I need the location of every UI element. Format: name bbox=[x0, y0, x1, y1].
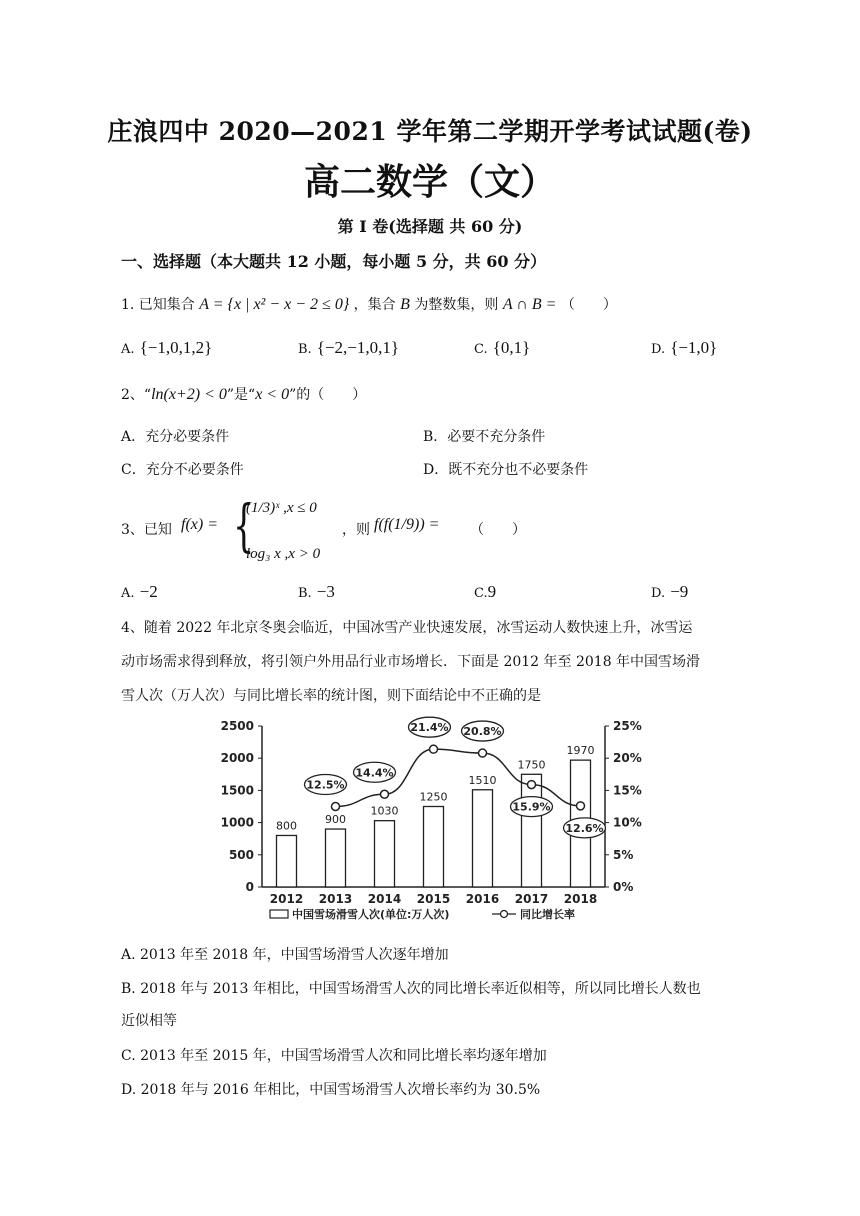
bar bbox=[375, 821, 395, 887]
y2-tick-label: 25% bbox=[613, 719, 642, 733]
option-label: B. bbox=[298, 342, 312, 357]
q4-option-b bbox=[121, 978, 701, 998]
legend-line-label: 同比增长率 bbox=[520, 908, 575, 921]
option-value: {−1,0,1,2} bbox=[139, 338, 213, 357]
q2-cond2: x < 0 bbox=[255, 386, 290, 403]
q1-paren: （ ） bbox=[560, 297, 617, 313]
subject-title: 高二数学（文） bbox=[303, 162, 556, 203]
bar bbox=[326, 829, 346, 887]
option-label: C. bbox=[121, 1048, 136, 1064]
x-tick-label: 2012 bbox=[269, 892, 304, 906]
q1-prefix: 1. 已知集合 bbox=[121, 297, 195, 313]
q2-suffix: ”的（ ） bbox=[289, 387, 367, 403]
q1-option-c bbox=[474, 338, 530, 358]
option-label: D. bbox=[121, 1082, 137, 1098]
option-value: {0,1} bbox=[492, 338, 531, 357]
bar-label: 1750 bbox=[517, 758, 546, 772]
bar bbox=[424, 807, 444, 888]
x-tick-label: 2016 bbox=[465, 892, 500, 906]
option-label: C. bbox=[474, 586, 488, 601]
q2-mid: ”是“ bbox=[226, 387, 256, 403]
q1-middle: ，集合 bbox=[353, 297, 396, 313]
part-title: 第 Ⅰ 卷(选择题 共 60 分) bbox=[337, 217, 523, 236]
y-tick-label: 1500 bbox=[220, 783, 254, 798]
option-value: 2018 年与 2016 年相比，中国雪场滑雪人次增长率约为 30.5% bbox=[140, 1082, 541, 1098]
q4-line-3: 雪人次（万人次）与同比增长率的统计图，则下面结论中不正确的是 bbox=[121, 688, 541, 704]
option-value: −2 bbox=[139, 582, 158, 601]
bar-label: 1030 bbox=[370, 804, 399, 818]
option-value: −9 bbox=[670, 582, 689, 601]
option-value: 必要不充分条件 bbox=[447, 429, 546, 445]
option-label: A. bbox=[121, 342, 135, 357]
option-value: 充分不必要条件 bbox=[145, 462, 244, 478]
q1-option-a bbox=[121, 338, 212, 358]
q4-line-1: 4、随着 2022 年北京冬奥会临近，中国冰雪产业快速发展，冰雪运动人数快速上升，冰雪运 bbox=[121, 620, 693, 636]
rate-label: 20.8% bbox=[463, 725, 502, 739]
q4-option-b-cont bbox=[121, 1010, 177, 1030]
rate-label: 12.6% bbox=[565, 821, 604, 835]
q3-func: f(x) = bbox=[181, 516, 218, 533]
option-label: D. bbox=[651, 342, 666, 357]
bar bbox=[473, 790, 493, 887]
y2-tick-label: 10% bbox=[613, 815, 642, 830]
rate-label: 15.9% bbox=[512, 800, 551, 814]
bar-label: 800 bbox=[276, 819, 297, 833]
rate-label: 12.5% bbox=[306, 778, 345, 792]
q3-option-b bbox=[298, 582, 335, 602]
option-label: B． bbox=[423, 429, 448, 445]
bar bbox=[522, 774, 542, 887]
x-tick-label: 2017 bbox=[514, 892, 549, 906]
y-tick-label: 2000 bbox=[220, 751, 254, 766]
option-label: A. bbox=[121, 586, 135, 601]
option-label: C． bbox=[121, 462, 146, 478]
q2-option-b bbox=[423, 426, 545, 446]
rate-point bbox=[479, 749, 487, 757]
option-value: 2013 年至 2018 年，中国雪场滑雪人次逐年增加 bbox=[140, 947, 449, 963]
q1-option-b bbox=[298, 338, 399, 358]
bar-label: 900 bbox=[325, 813, 346, 827]
q2-cond1: ln(x+2) < 0 bbox=[151, 386, 227, 403]
rate-point bbox=[528, 781, 536, 789]
q3-option-c bbox=[474, 582, 496, 602]
q3-option-d bbox=[651, 582, 688, 602]
q3-prefix: 3、已知 bbox=[121, 522, 172, 538]
q3-paren: （ ） bbox=[470, 522, 526, 538]
option-value: {−1,0} bbox=[670, 338, 718, 357]
option-label: A． bbox=[121, 429, 146, 445]
x-tick-label: 2014 bbox=[367, 892, 402, 906]
q1-set-a: A = {x | x² − x − 2 ≤ 0} bbox=[199, 296, 350, 313]
y-tick-label: 2500 bbox=[220, 719, 254, 733]
x-tick-label: 2015 bbox=[416, 892, 451, 906]
q2-option-a bbox=[121, 426, 229, 446]
option-value: 既不充分也不必要条件 bbox=[448, 462, 589, 478]
bar-label: 1250 bbox=[419, 790, 448, 804]
q4-option-d bbox=[121, 1079, 540, 1099]
y2-tick-label: 15% bbox=[613, 783, 642, 798]
option-label: A. bbox=[121, 947, 136, 963]
q3-case-2: log₃ x ,x > 0 bbox=[246, 546, 321, 562]
q1-set-b: B bbox=[400, 296, 410, 313]
legend-bar-swatch bbox=[270, 910, 288, 918]
option-value: {−2,−1,0,1} bbox=[316, 338, 400, 357]
q1-suffix: 为整数集，则 bbox=[414, 297, 499, 313]
section-heading: 一、选择题（本大题共 12 小题，每小题 5 分，共 60 分） bbox=[121, 252, 547, 271]
option-value: 9 bbox=[487, 582, 497, 601]
q3-case-1: (1/3)ˣ ,x ≤ 0 bbox=[246, 500, 317, 516]
bar-label: 1510 bbox=[468, 773, 497, 787]
q3-option-a bbox=[121, 582, 158, 602]
exam-title: 庄浪四中 2020—2021 学年第二学期开学考试试题(卷) bbox=[107, 117, 753, 146]
x-tick-label: 2013 bbox=[318, 892, 353, 906]
option-label: B. bbox=[298, 586, 312, 601]
y2-tick-label: 0% bbox=[613, 880, 634, 894]
q3-expr: f(f(1/9)) = bbox=[374, 516, 440, 533]
q1-expr: A ∩ B = bbox=[502, 296, 557, 313]
option-value: 近似相等 bbox=[121, 1013, 177, 1029]
option-label: D. bbox=[651, 586, 666, 601]
y2-tick-label: 5% bbox=[613, 847, 634, 862]
rate-label: 21.4% bbox=[410, 721, 449, 735]
brace-icon: { bbox=[233, 494, 255, 559]
y-tick-label: 1000 bbox=[220, 815, 254, 830]
rate-point bbox=[381, 790, 389, 798]
rate-point bbox=[332, 803, 340, 811]
q4-line-2: 动市场需求得到释放，将引领户外用品行业市场增长．下面是 2012 年至 2018 年中国雪场滑 bbox=[121, 654, 701, 670]
option-label: C. bbox=[474, 342, 488, 357]
legend-bar-label: 中国雪场滑雪人次(单位:万人次) bbox=[292, 908, 450, 921]
rate-label: 14.4% bbox=[355, 766, 394, 780]
bar-label: 1970 bbox=[566, 744, 595, 758]
bar bbox=[277, 835, 297, 887]
option-value: 充分必要条件 bbox=[145, 429, 230, 445]
rate-point bbox=[577, 802, 585, 810]
q2-option-c bbox=[121, 459, 244, 479]
q3-middle: ，则 bbox=[342, 522, 370, 538]
q4-option-a bbox=[121, 944, 449, 964]
rate-point bbox=[430, 745, 438, 753]
option-value: 2018 年与 2013 年相比，中国雪场滑雪人次的同比增长率近似相等，所以同比增长人数也 bbox=[140, 981, 701, 997]
y-tick-label: 0 bbox=[245, 880, 254, 894]
option-label: D． bbox=[423, 462, 449, 478]
question-1 bbox=[121, 294, 617, 314]
q2-prefix: 2、“ bbox=[121, 387, 152, 403]
y2-tick-label: 20% bbox=[613, 751, 642, 766]
option-value: −3 bbox=[316, 582, 335, 601]
x-tick-label: 2018 bbox=[563, 892, 598, 906]
option-label: B. bbox=[121, 981, 136, 997]
option-value: 2013 年至 2015 年，中国雪场滑雪人次和同比增长率均逐年增加 bbox=[140, 1048, 547, 1064]
q4-option-c bbox=[121, 1045, 547, 1065]
ski-visits-chart bbox=[200, 710, 660, 930]
q2-option-d bbox=[423, 459, 588, 479]
q1-option-d bbox=[651, 338, 717, 358]
legend-line-marker bbox=[501, 911, 508, 918]
question-2 bbox=[121, 384, 366, 404]
y-tick-label: 500 bbox=[228, 847, 254, 862]
